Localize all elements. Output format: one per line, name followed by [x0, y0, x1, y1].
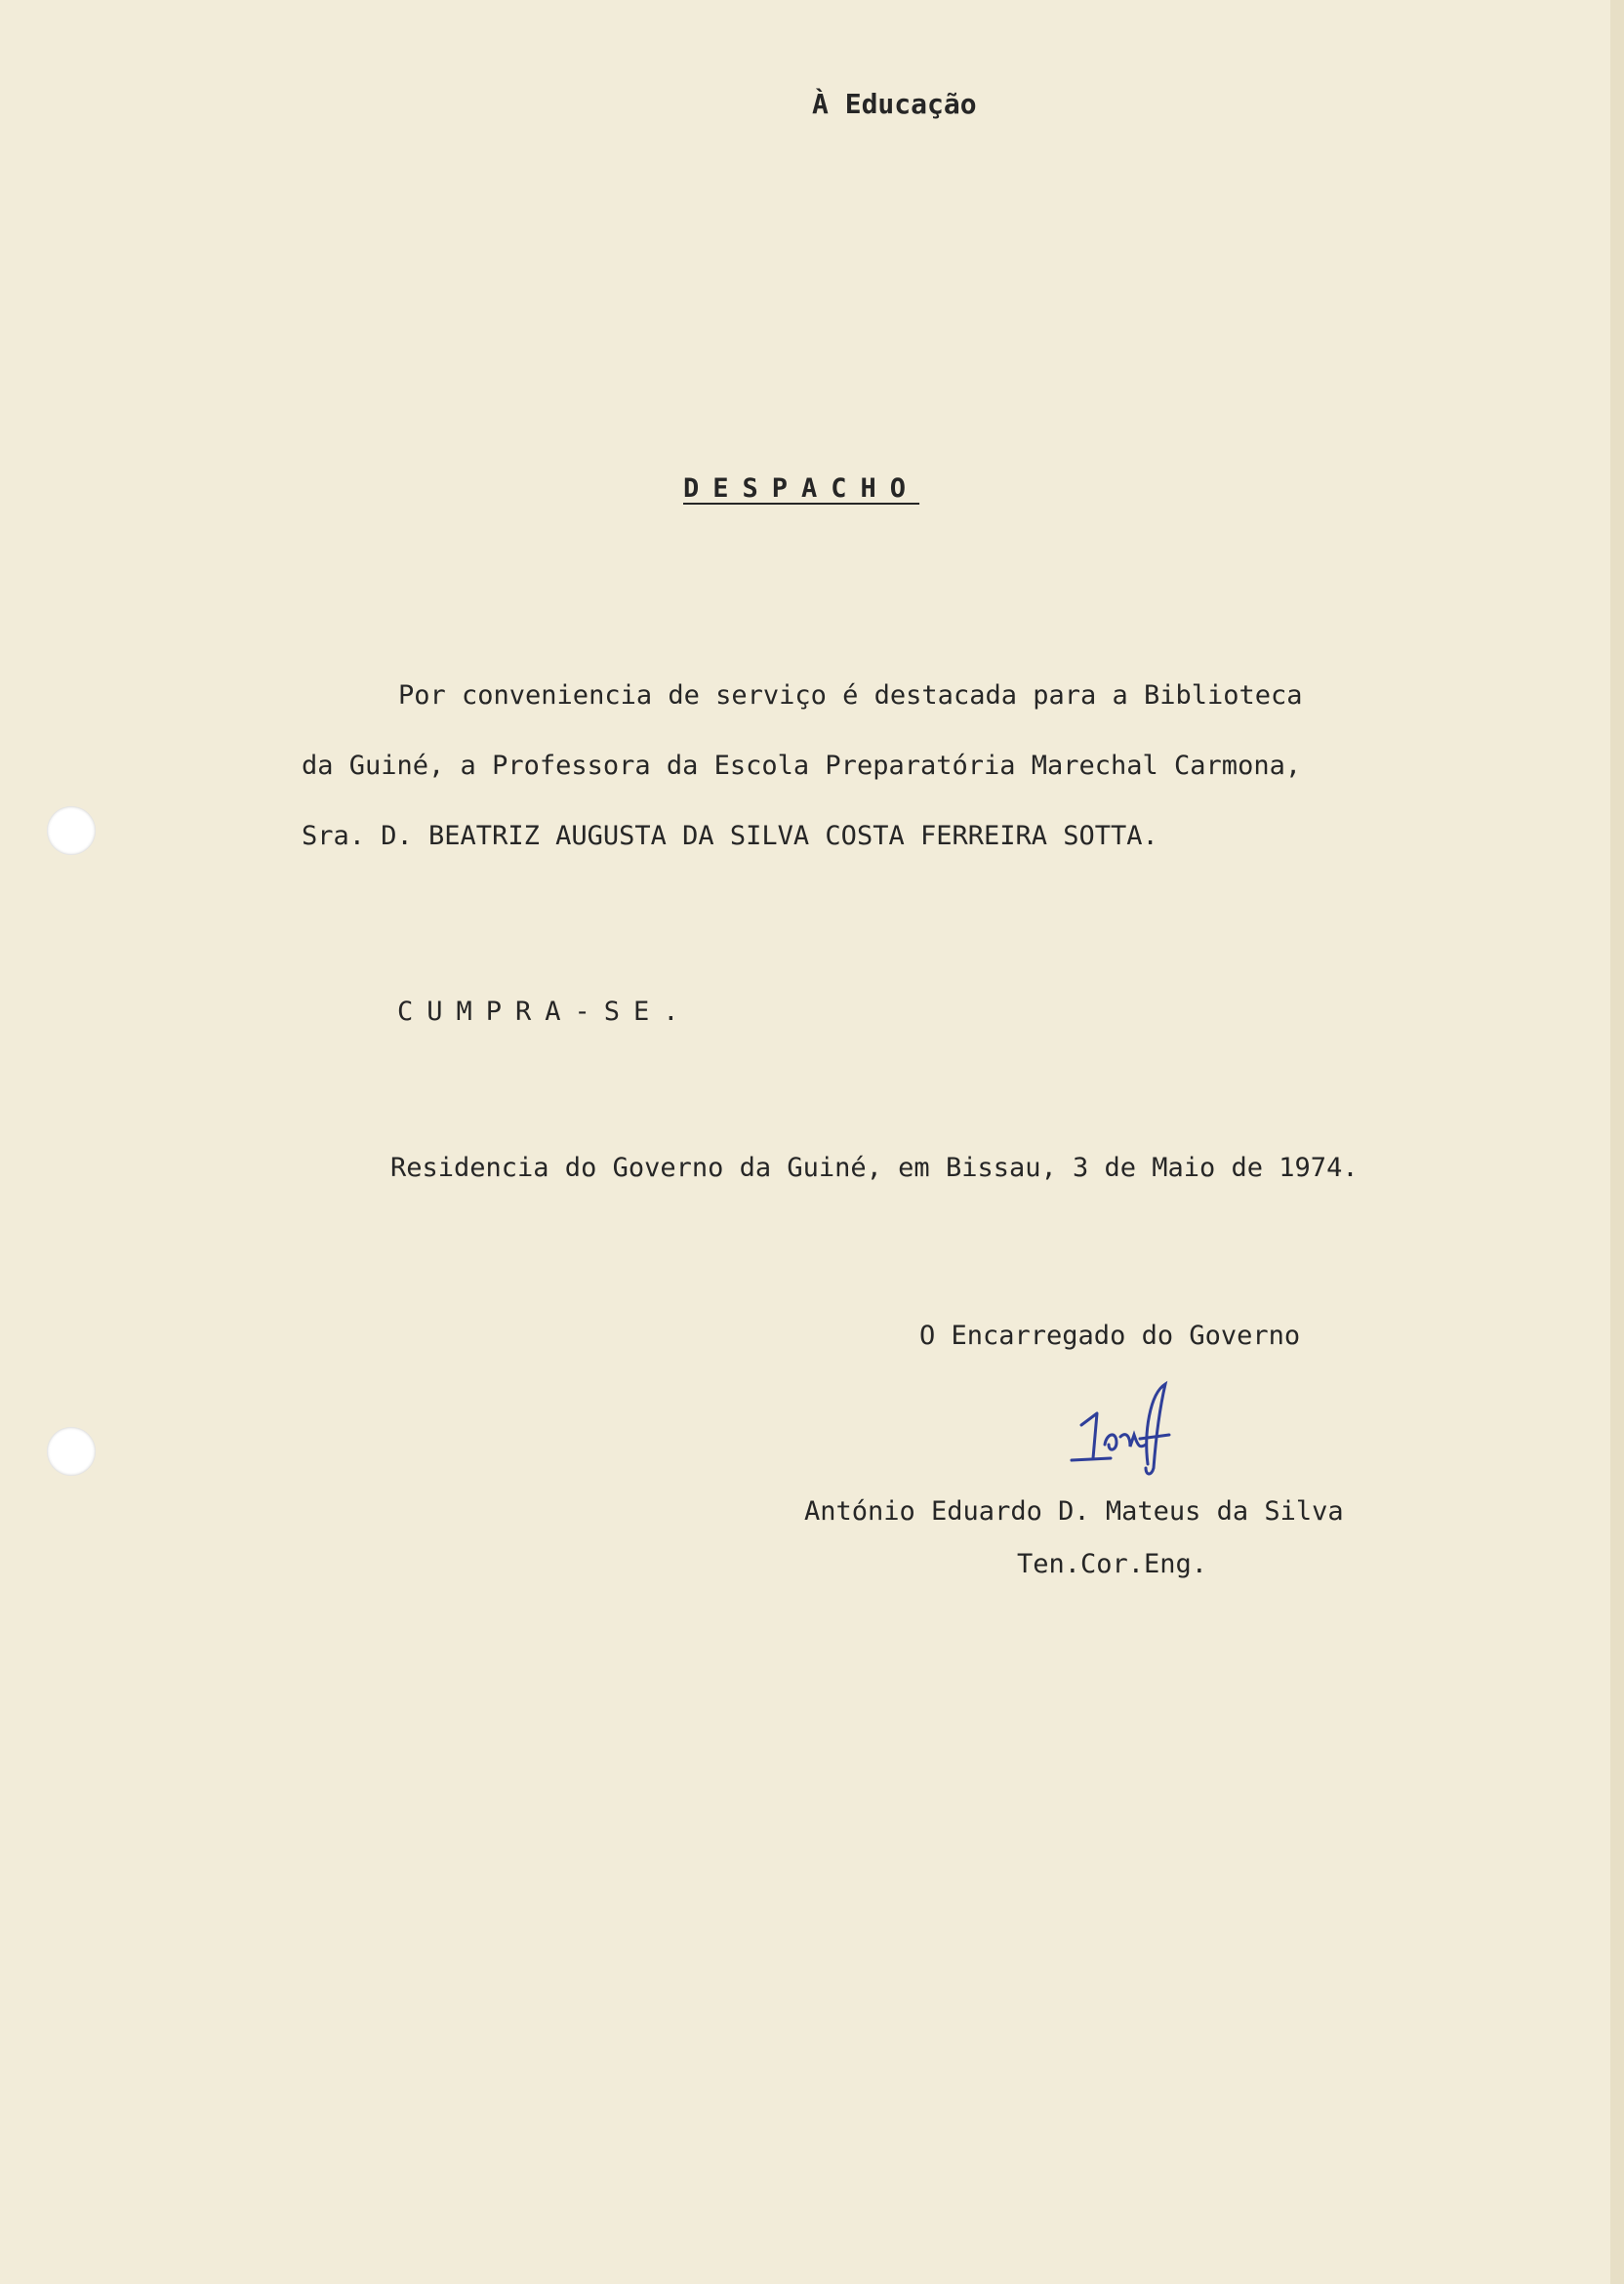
body-line: Sra. D. BEATRIZ AUGUSTA DA SILVA COSTA FERREIRA SOTTA. [302, 821, 1158, 851]
routing-note: À Educação [812, 88, 977, 120]
paper-edge [1610, 0, 1624, 2284]
punch-hole [47, 1427, 96, 1476]
order-line: CUMPRA-SE. [397, 997, 693, 1027]
document-title: DESPACHO [683, 473, 920, 504]
punch-hole [47, 806, 96, 855]
signatory-rank: Ten.Cor.Eng. [1017, 1549, 1208, 1579]
body-line: Por conveniencia de serviço é destacada para a Biblioteca [398, 680, 1303, 711]
body-line: da Guiné, a Professora da Escola Preparatória Marechal Carmona, [302, 751, 1302, 781]
signatory-name: António Eduardo D. Mateus da Silva [804, 1496, 1344, 1527]
signature-icon [1064, 1374, 1181, 1482]
signatory-role: O Encarregado do Governo [919, 1321, 1301, 1351]
place-date-line: Residencia do Governo da Guiné, em Bissau, 3 de Maio de 1974. [390, 1153, 1359, 1183]
